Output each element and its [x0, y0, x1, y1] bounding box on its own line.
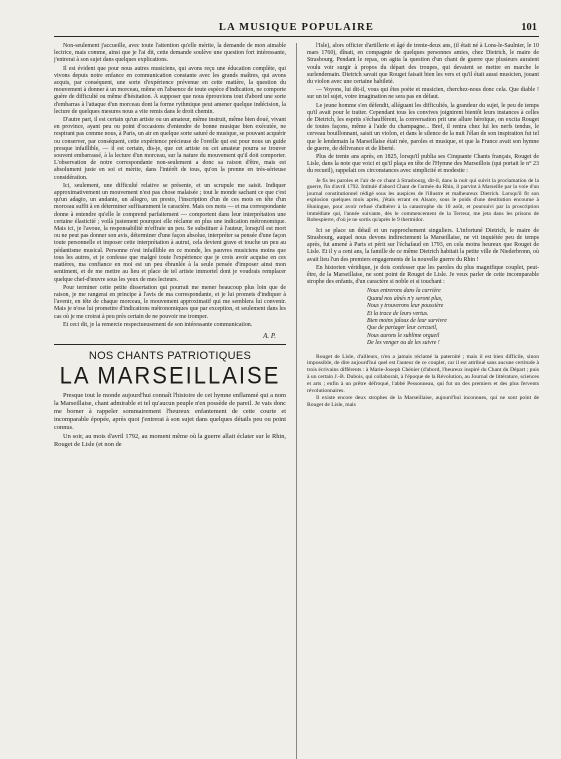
paragraph: Le jeune homme s'en défendit, alléguant les difficultés, la grandeur du sujet, le peu de temps qu'il avait pour le traiter. Cependant tous les convives joignirent bientôt leurs instances à celles de Dietrich, les esprits s'échauffèrent, la conversation prit une allure héroïque, on excita Rouget de toutes façons, même à l'aide du champagne... Bref, il rentra chez lui les nerfs tendus, le cerveau bouillonnant, saisit un violon, et dans le silence de la nuit l'élan de son inspiration fut tel que le lendemain la Marseillaise était née, paroles et musique, et que la France avait son hymne de guerre, de délivrance et de liberté.: [307, 102, 539, 152]
verse-line: Bien moins jaloux de leur survivre: [367, 318, 447, 325]
column-rule: [296, 43, 297, 759]
paragraph: Il est évident que pour nous autres musiciens, qui avons reçu une éducation complète, qui vivons depuis notre enfance en communication constante avec les grands maîtres, qui avons acquis, par conséquent, une sorte d'expérience prévenue en cette matière, la question du mouvement à donner à un morceau, même en l'absence de toute espèce d'indication, ne comporte guère de difficulté ou même d'hésitation. À supposer que nous éprouvions tout d'abord une sorte d'embarras à l'attaque d'un morceau dont la forme rythmique peut amener quelque indécision, la lecture de quelques mesures nous a vite remis dans le droit chemin.: [54, 65, 286, 115]
verse-line: Nous y trouverons leur poussière: [367, 303, 444, 310]
paragraph: Il existe encore deux strophes de la Marseillaise, aujourd'hui inconnues, qui ne sont point de Rouget de Lisle, mais: [307, 395, 539, 409]
paragraph: — Voyons, lui dit-il, vous qui êtes poète et musicien, cherchez-nous donc cela. Que diable ! sur un tel sujet, votre imagination ne sera pas en défaut.: [307, 87, 539, 101]
quote-text: Je fis les paroles et l'air de ce chant à Strasbourg, dit-il, dans la nuit qui suivit la proclamation de la guerre, fin d'avril 1792. Intitulé d'abord Chant de l'armée du Rhin, il parvint à Marseille par la voie d'un journal constitutionnel rédigé sous les auspices de l'illustre et malheureux Dietrich. Lorsqu'il fit son explosion quelques mois après, j'étais errant en Alsace, sous le poids d'une destitution encourue à Huningue, pour avoir refusé d'adhérer à la catastrophe du 10 août, et poursuivi par la proscription immédiate qui, l'année suivante, dès le commencement de la Terreur, me jeta dans les prisons de Robespierre, d'où je ne sortis qu'après le 9 thermidor.: [307, 177, 539, 224]
section-heading: NOS CHANTS PATRIOTIQUES: [88, 350, 252, 363]
page-number: 101: [521, 22, 537, 33]
author-signature: A. P.: [263, 331, 276, 340]
verse-line: Quand nos aînés n'y seront plus,: [367, 295, 443, 302]
paragraph: Non-seulement j'accueille, avec toute l'attention qu'elle mérite, la demande de mon aimable lectrice, mais comme, ainsi que je l'ai dit, cette demande soulève une question fort intéressante, j'entrerai à son sujet dans quelques explications.: [54, 43, 286, 64]
paragraph: Ici se place un détail et un rapprochement singuliers. L'infortuné Dietrich, le maire de Strasbourg, auquel nous devons indirectement la Marseillaise, ne vit inquiétée peu de temps après, fut amené à Paris et périt sur l'échafaud en 1793, en cela moins heureux que Rouget de Lisle. Et il y a cent ans, la famille de ce même Dietrich habitait la petite ville de Niederbronn, où avait lieu l'un des premiers engagements de la nouvelle guerre du Rhin !: [307, 227, 539, 263]
verse-line: Et la trace de leurs vertus.: [367, 310, 429, 317]
article-title: LA MARSEILLAISE: [59, 362, 281, 390]
running-header: [54, 20, 539, 37]
running-title: LA MUSIQUE POPULAIRE: [218, 22, 375, 33]
verse-stanza: [367, 288, 539, 347]
paragraph: l'Isle), alors officier d'artillerie et âgé de trente-deux ans, (il était né à Lons-le-Saulnier, le 10 mars 1760), dînait, en compagnie de quelques personnes amies, chez Dietrich, le maire de Strasbourg. Pendant le repas, on agita la question d'un chant de guerre que plusieurs auraient voulu voir surgir à propos du départ des troupes, qui devaient se mettre en marche le surlendemain. Dietrich savait que Rouget faisait bien les vers et qu'il était aussi musicien, jouant du violon avec une certaine habileté.: [307, 43, 539, 86]
verse-line: De les venger ou de les suivre !: [367, 340, 440, 347]
paragraph: Presque tout le monde aujourd'hui connaît l'histoire de cet hymne enflammé qui a nom la Marseillaise, chant admirable et tel qu'aucun peuple n'en possède de pareil. Je vais donc me borner à rappeler sommairement l'heureux enfantement de cette courte et incomparable épopée, après quoi j'entrerai à son sujet dans quelques détails peu ou point connus.: [54, 391, 286, 431]
paragraph: Un soir, au mois d'avril 1792, au moment même où la guerre allait éclater sur le Rhin, Rouget de Lisle (et non de: [54, 432, 286, 448]
verse-line: Que de partager leur cercueil,: [367, 325, 438, 332]
paragraph: Plus de trente ans après, en 1825, lorsqu'il publia ses Cinquante Chants français, Rouget de Lisle, dans la note que voici et qu'il plaça en tête de l'Hymne des Marseillois (qui portait le n° 23 du recueil), rappelait ces circonstances avec simplicité et modestie :: [307, 154, 539, 175]
verse-line: Nous entrerons dans la carrière: [367, 288, 441, 295]
paragraph: Et ceci dit, je la remercie respectueusement de son intéressante communication.: [63, 321, 253, 328]
verse-line: Nous aurons le sublime orgueil: [367, 332, 440, 339]
text-columns: [54, 43, 539, 759]
paragraph: D'autre part, il est certain qu'un artiste ou un amateur, même instruit, même bien doué, vivant en province, ayant peu ou point d'occasions d'entendre de bonne musique bien exécutée, ne respirant pas comme nous, à Paris, un air en quelque sorte saturé de musique, se pouvant acquérir ou conserver, par conséquent, cette expérience précieuse de l'oreille qui est pour nous un guide presque infaillible, — il est certain, dis-je, que cet artiste ou cet amateur pourra se trouver souvent embarrassé, à la lecture d'un morceau, sur la nature du mouvement qu'il doit comporter. L'observation de notre correspondante non-seulement a donc sa raison d'être, mais est absolument juste en soi et mérite, dans l'intérêt de tous, qu'on la prenne en très-sérieuse considération.: [54, 117, 286, 181]
paragraph: Rouget de Lisle, d'ailleurs, n'en a jamais réclamé la paternité ; mais il est bien difficile, sinon impossible, de dire aujourd'hui quel est l'auteur de ce couplet, car il est attribué sans aucune certitude à trois écrivains différents : à Marie-Joseph Chénier (d'abord, l'heureux inspiré du Chant du Départ ; puis à un certain J.-B. Dubois, qui collaborait, à l'époque de la Révolution, au Journal de littérature, sciences et arts ; enfin à un prêtre défroqué, l'abbé Pessonneau, qui fut un des premiers et des plus fervents révolutionnaires.: [307, 353, 539, 394]
section-divider: [54, 344, 286, 345]
paragraph: Ici, seulement, une difficulté relative se présente, et un scrupule me saisit. Indiquer approximativement un mouvement n'est pas chose malaisée ; tout le monde sachant ce que c'est qu'un adagio, un andante, un allegro, un presto, l'inscription d'un de ces mots en tête d'un morceau suffit à en déterminer suffisamment le caractère. Mais ces mots — et ma correspondante donne à entendre qu'elle le comprend parfaitement — comportent dans leur interprétation une certaine élasticité ; voilà justement pourquoi elle réclame en plus une indication métronomique. Mais ici, je l'avoue, la responsabilité m'effraie un peu. Se substituer à l'auteur, lorsqu'il est mort ou ne peut pas donner son avis, déterminer d'une façon absolue, interpréter sa pensée d'une façon toute personnelle et imposer cette interprétation à autrui, cela devient grave et touche un peu au pédantisme musical. Personne n'est infaillible en ce monde, les pauvres musiciens moins que tous les autres, et je confesse que malgré toute l'expérience que je crois avoir acquise en ces matières, ma confiance en moi est un peu ébranlée à la seule pensée d'imposer ainsi mon sentiment, et de me mettre au lieu et place de tel artiste immortel dont je voudrais remplacer quelque chef-d'œuvre sous les yeux de mes lecteurs.: [54, 182, 286, 283]
left-column: [54, 43, 286, 759]
block-quote: [307, 178, 539, 224]
paragraph: Pour terminer cette petite dissertation qui pourrait me mener beaucoup plus loin que de raison, je me rangerai en principe à l'avis de ma correspondante, et je lui promets d'indiquer à l'avenir, en tête de chaque morceau, le mouvement approximatif qui me semblera lui convenir. Mais je n'ose lui promettre d'indications métronomiques que par exception, et seulement dans les cas où je me croirai à peu près certain de ne pouvoir me tromper.: [54, 284, 286, 320]
right-column: [307, 43, 539, 759]
paragraph: En historien véridique, je dois confesser que les paroles du plus magnifique couplet, peut-être, de la Marseillaise, ne sont point de Rouget de Lisle. Je veux parler de cette incomparable strophe des enfants, d'un caractère si noble et si touchant :: [307, 264, 539, 286]
